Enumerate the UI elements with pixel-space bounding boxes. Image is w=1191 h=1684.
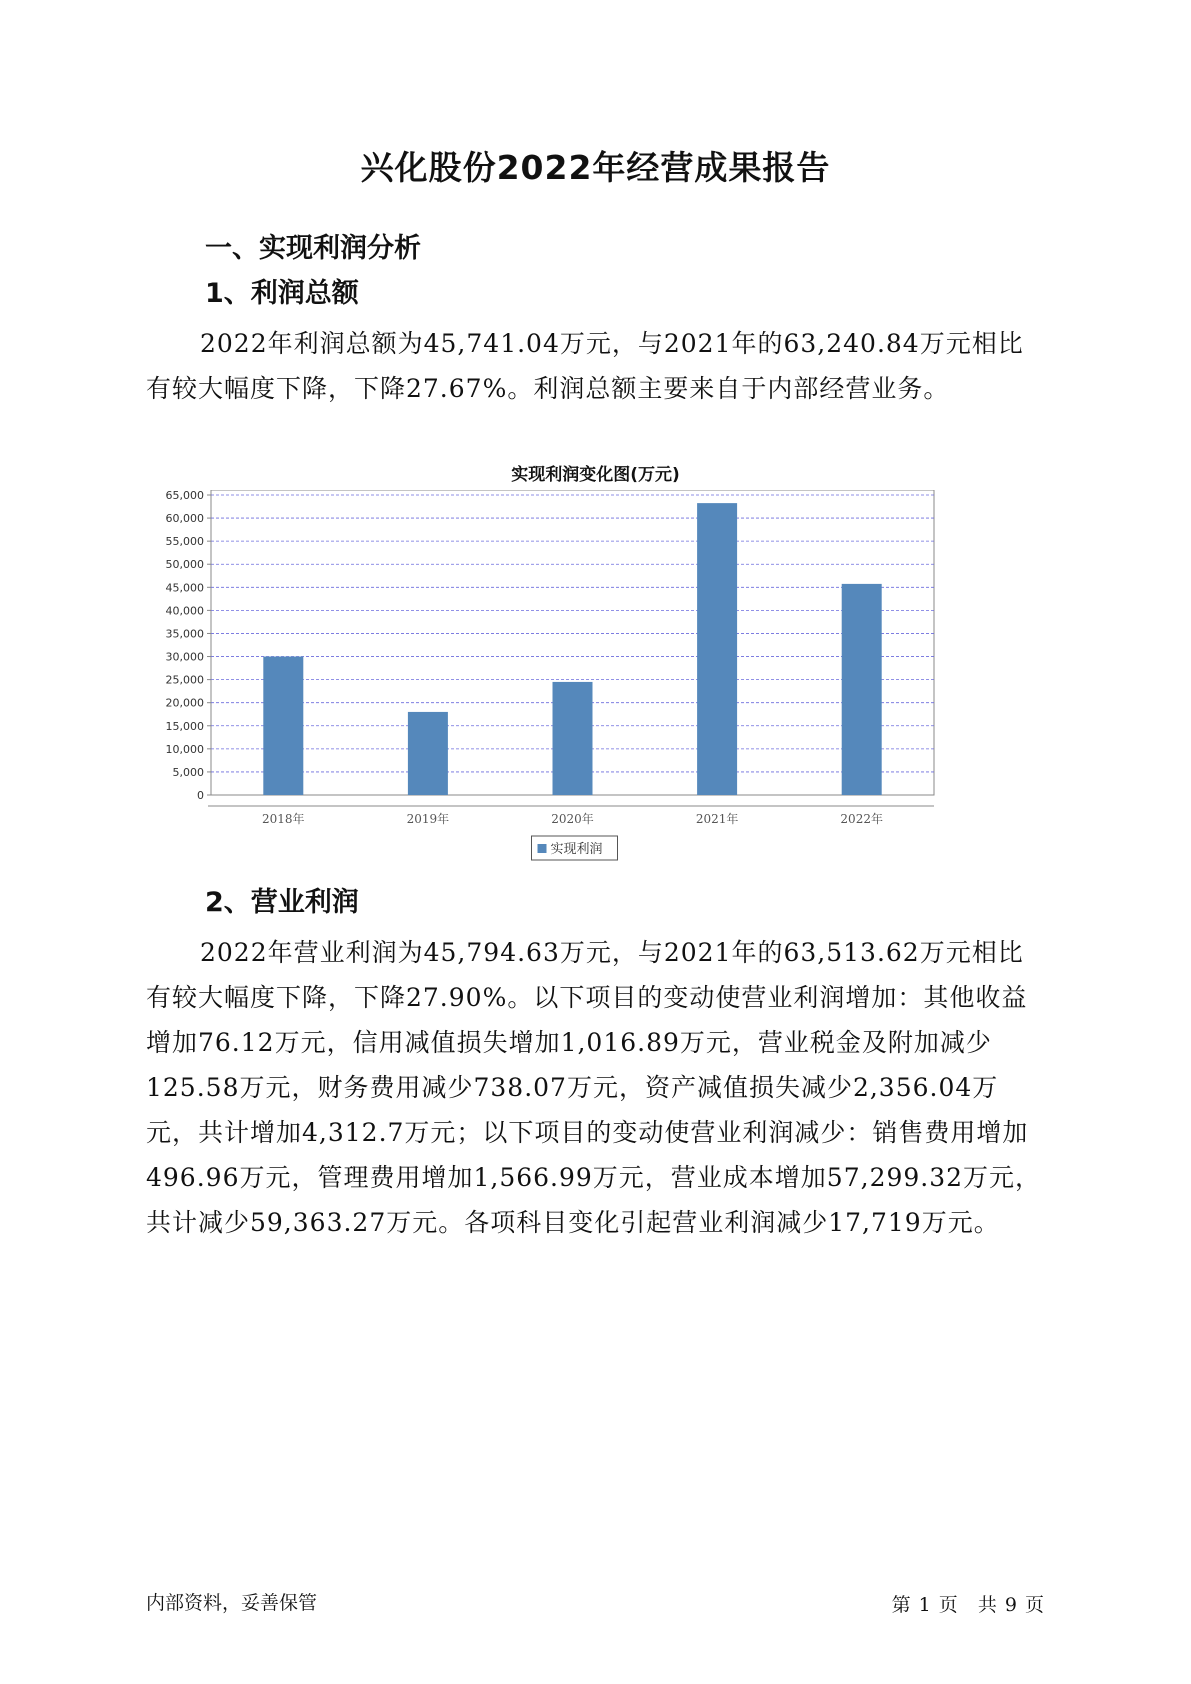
- bar-5: [842, 584, 882, 795]
- bar-4: [697, 503, 737, 795]
- y-tick-label: 60,000: [165, 512, 204, 526]
- legend-swatch: [538, 844, 547, 853]
- page-total-suffix: 页: [1024, 1594, 1044, 1616]
- page-prefix: 第: [891, 1594, 911, 1616]
- y-tick-label: 5,000: [172, 765, 204, 779]
- legend-label: 实现利润: [550, 842, 603, 857]
- bar-3: [553, 682, 593, 795]
- y-tick-label: 50,000: [165, 558, 204, 572]
- x-tick-label: 2018年: [262, 812, 305, 826]
- y-tick-label: 10,000: [165, 742, 204, 756]
- chart-y-axis: [166, 490, 212, 802]
- page-mid: 页: [938, 1594, 958, 1616]
- chart-legend: [532, 836, 618, 860]
- section-heading-profit-analysis: 一、实现利润分析: [205, 233, 421, 264]
- y-tick-label: 0: [197, 789, 204, 802]
- subheading-operating-profit: 2、营业利润: [205, 887, 359, 918]
- y-tick-label: 45,000: [165, 581, 204, 595]
- x-tick-label: 2021年: [695, 812, 739, 826]
- y-tick-label: 65,000: [165, 490, 204, 502]
- y-tick-label: 40,000: [165, 604, 204, 618]
- y-tick-label: 35,000: [165, 627, 204, 641]
- paragraph-total-profit: 2022年利润总额为45,741.04万元，与2021年的63,240.84万元相比有较大幅度下降，下降27.67%。利润总额主要来自于内部经营业务。: [146, 329, 1024, 403]
- document-title: 兴化股份2022年经营成果报告: [360, 148, 831, 187]
- x-tick-label: 2019年: [406, 812, 450, 826]
- paragraph-operating-profit: 2022年营业利润为45,794.63万元，与2021年的63,513.62万元相比有较大幅度下降，下降27.90%。以下项目的变动使营业利润增加：其他收益增加76.12万元，信用减值损失增加1,016.89万元，营业税金及附加减少125.58万元，财务费用减少738.07万元，资产减值损失减少2,356.04万元，共计增加4,312.7万元；以下项目的变动使营业利润减少：销售费用增加496.96万元，管理费用增加1,566.99万元，营业成本增加57,299.32万元，共计减少59,363.27万元。各项科目变化引起营业利润减少17,719万元。: [146, 938, 1042, 1237]
- bar-1: [263, 657, 303, 795]
- page-total-prefix: 共: [977, 1594, 997, 1616]
- footer-page-number: [888, 1590, 1048, 1617]
- profit-bar-chart: [150, 490, 1030, 910]
- y-tick-label: 15,000: [165, 719, 204, 733]
- y-tick-label: 20,000: [165, 696, 204, 710]
- x-tick-label: 2020年: [551, 812, 594, 826]
- footer-confidential-note: 内部资料，妥善保管: [146, 1592, 318, 1614]
- y-tick-label: 55,000: [165, 535, 204, 549]
- page-total: 9: [1004, 1594, 1017, 1616]
- chart-x-axis: [208, 806, 934, 826]
- x-tick-label: 2022年: [840, 812, 883, 826]
- subheading-total-profit: 1、利润总额: [205, 278, 359, 309]
- page-current: 1: [918, 1594, 931, 1616]
- y-tick-label: 30,000: [165, 650, 204, 664]
- chart-title: 实现利润变化图(万元): [511, 465, 680, 485]
- bar-2: [408, 712, 448, 795]
- y-tick-label: 25,000: [165, 673, 204, 687]
